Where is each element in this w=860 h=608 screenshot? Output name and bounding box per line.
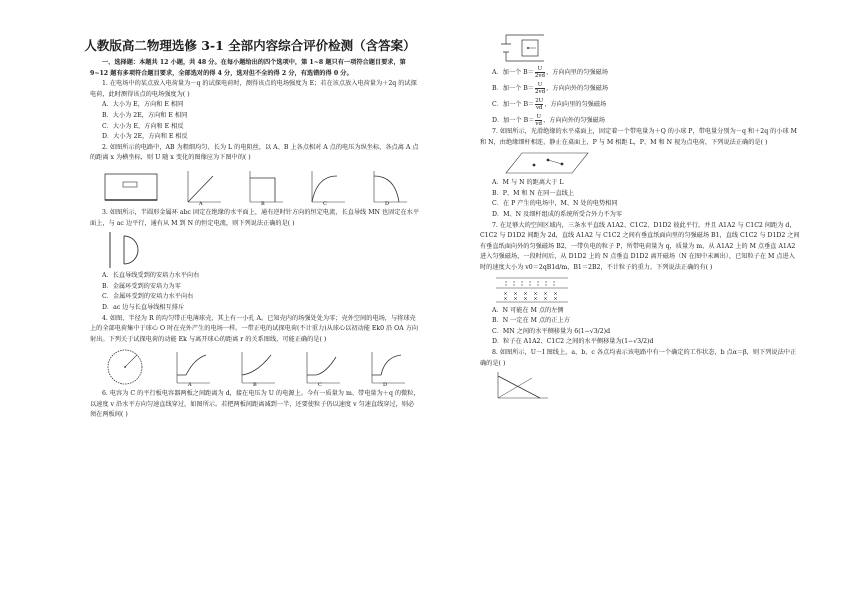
- q4-graph-c-label: C: [318, 382, 322, 388]
- q2-graph-c: [307, 168, 347, 206]
- question-7b-stem: 7. 在足够大的空间区域内，三条水平直线 A1A2、C1C2、D1D2 彼此平行，并且 A1A2 与 C1C2 间距为 d，C1C2 与 D1D2 间距为 2d，直线 A1A2 与 C1C2 之间有垂直纸面向里的匀强磁场 B1，直线 C1C2 与 D1D2 之间有垂直纸面向外的匀强磁场 B2，一带负电的粒子 P，所带电荷量为 q，质量为 m，从 A1A2 上的 M 点垂直 A1A2 进入匀强磁场，一段时间后，从 D1D2 上的 N 点垂直 D1D2 离开磁场（N 在图中未画出），已知粒子在 M 点进入时的速度大小为 v0＝2qB1d/m，B1＝2B2，不计粒子的重力，下列说法正确的有( ): [480, 221, 800, 271]
- question-8-stem: 8. 如图所示，U－I 图线上，a、b、c 各点均表示该电路中有一个确定的工作状态，b 点α＝β，则下列说法中正确的是( ): [480, 348, 797, 367]
- q3-figure: [102, 230, 420, 270]
- q7b-figure: [492, 275, 800, 305]
- q1-option-b: B．大小为 2E，方向和 E 相同: [102, 111, 188, 119]
- q7a-option-c: C．在 P 产生的电场中，M、N 处的电势相同: [492, 200, 618, 208]
- q4-graph-c: [302, 349, 342, 387]
- right-column: [480, 30, 800, 401]
- q4-graph-d-label: D: [383, 382, 388, 388]
- q2-graph-d: [369, 168, 409, 206]
- q7a-option-d: D．M、N 及细杆组成的系统所受合外力不为零: [492, 210, 623, 218]
- q6-option-d-prefix: D．加一个 B＝: [492, 117, 535, 124]
- q7b-option-a: A．N 可能在 M 点的左侧: [492, 306, 564, 314]
- page-title: 人教版高二物理选修 3-1 全部内容综合评价检测（含答案）: [84, 38, 416, 53]
- q6-option-a-fraction: [535, 66, 545, 79]
- q3-option-b: B．金属环受到的安培力为零: [102, 282, 181, 290]
- q7a-option-b: B．P、M 和 N 在同一直线上: [492, 189, 575, 197]
- q6-option-c-fraction: [535, 98, 543, 111]
- q6-option-b-suffix: ，方向向外的匀强磁场: [546, 85, 609, 92]
- q7b-option-c: C．MN 之间的水平侧移量为 6(1−√3/2)d: [492, 327, 611, 335]
- q6-option-c-suffix: ，方向向里的匀强磁场: [544, 101, 607, 108]
- q7b-option-b: B．N 一定在 M 点的正上方: [492, 317, 570, 325]
- q2-figures: [90, 166, 420, 206]
- q6-option-d-fraction: [535, 114, 542, 127]
- q6-option-a-den: 2vd: [534, 73, 546, 79]
- left-column: [90, 58, 420, 421]
- q7b-option-d: D．粒子在 A1A2、C1C2 之间的水平侧移量为(1−√3/2)d: [492, 338, 654, 346]
- q7a-table-diagram: [492, 149, 592, 177]
- q6-option-b-fraction: [535, 82, 545, 95]
- q1-option-d: D．大小为 2E，方向和 E 相反: [102, 133, 188, 141]
- q4-sphere-diagram: [103, 347, 147, 387]
- q6-option-b-den: 2vd: [535, 89, 546, 95]
- q4-graph-b-label: B: [252, 382, 257, 388]
- q7a-option-a: A．M 与 N 的距离大于 L: [492, 179, 564, 187]
- q2-graph-a-label: A: [199, 200, 203, 206]
- q3-wire-ring-diagram: [102, 230, 142, 270]
- q4-graph-a: [172, 349, 212, 387]
- question-6-stem: 6. 电容为 C 的平行板电容器两板之间距离为 d，接在电压为 U 的电源上。今有一质量为 m、带电量为＋q 的微粒，以速度 v 沿水平方向匀速直线穿过，如图所示。若把两板间距离减到一半，还要使粒子仍以速度 v 匀速直线穿过，则必须在两板间( ): [90, 390, 420, 419]
- question-4-stem: 4. 如图，半径为 R 的均匀带正电薄球壳，其上有一小孔 A。已知壳内的场强处处为零；壳外空间的电场，与将球壳上的全部电荷集中于球心 O 时在壳外产生的电场一样。一带正电的试探电荷(不计重力)从球心以初动能 Ek0 沿 OA 方向射出。下列关于试探电荷的动能 Ek 与离开球心的距离 r 的关系图线，可能正确的是( ): [90, 314, 419, 343]
- q2-graph-d-label: D: [385, 200, 390, 206]
- q7b-field-diagram: [492, 275, 572, 305]
- q8-ui-graph: [492, 370, 552, 400]
- q6-option-b-prefix: B．加一个 B＝: [492, 85, 534, 92]
- q6-option-a-prefix: A．加一个 B＝: [492, 69, 534, 76]
- q1-option-a: A．大小为 E，方向和 E 相同: [102, 101, 184, 109]
- q3-option-a: A．长直导线受到的安培力水平向右: [102, 272, 200, 280]
- q3-option-c: C．金属环受到的安培力水平向右: [102, 293, 194, 301]
- q8-figure: [492, 370, 800, 400]
- q6-option-d: [480, 114, 800, 127]
- q6-option-b-num: U: [535, 82, 545, 89]
- q2-circuit-diagram: [101, 168, 161, 206]
- question-3-stem: 3. 如图所示，半圆形金属环 abc 固定在绝缘的水平面上，通有逆时针方向的恒定电流，长直导线 MN 也固定在水平面上，与 ac 边平行，通有从 M 到 N 的恒定电流，则下列说法正确的是( ): [90, 208, 420, 227]
- q6-option-c-num: 2U: [535, 98, 544, 104]
- question-1-stem: 1. 在电场中的某点放入电荷量为－q 的试探电荷时，测得该点的电场强度为 E；若在该点放入电荷量为＋2q 的试探电荷，此时测得该点的电场强度为( ): [90, 80, 417, 98]
- q6-option-a: [480, 66, 800, 79]
- q2-graph-b-label: B: [261, 200, 265, 206]
- q6-capacitor-diagram: [492, 31, 552, 65]
- q6-option-d-suffix: ，方向向外的匀强磁场: [543, 117, 605, 124]
- q2-graph-a: [183, 168, 223, 206]
- q6-figure: [492, 31, 800, 65]
- q6-option-a-num: U: [535, 66, 545, 73]
- q6-option-c-prefix: C．加一个 B＝: [492, 101, 535, 108]
- q6-option-c-den: vd: [535, 105, 543, 111]
- q6-option-b: [480, 82, 800, 95]
- q6-option-d-den: vd: [535, 121, 543, 127]
- q4-graph-b: [237, 349, 277, 387]
- q4-figures: [90, 347, 420, 387]
- q6-option-a-suffix: ，方向向里的匀强磁场: [546, 69, 608, 76]
- q4-graph-d: [367, 349, 407, 387]
- q6-option-c: [480, 98, 800, 111]
- q7a-figure: [492, 149, 800, 177]
- q2-graph-c-label: C: [323, 200, 327, 206]
- question-7a-stem: 7. 如图所示，光滑绝缘的水平桌面上，固定着一个带电量为＋Q 的小球 P，带电量分别为－q 和＋2q 的小球 M 和 N，由绝缘细杆相连，静止在桌面上，P 与 M 相距 L，P、M 和 N 视为点电荷，下列说法正确的是( ): [480, 128, 798, 146]
- q6-option-d-num: U: [536, 114, 542, 120]
- section-header: 一、选择题：本题共 12 小题，共 48 分。在每小题给出的四个选项中，第 1~8 题只有一项符合题目要求，第 9~12 题有多项符合题目要求，全部选对的得 4 分，选对但不全的得 2 分，有选错的得 0 分。: [90, 59, 406, 77]
- q3-option-d: D．ac 边与长直导线相互排斥: [102, 303, 185, 311]
- q2-graph-b: [245, 168, 285, 206]
- q1-option-c: C．大小为 E，方向和 E 相反: [102, 122, 184, 130]
- question-2-stem: 2. 如图所示的电路中，AB 为粗细均匀、长为 L 的电阻丝，以 A、B 上各点相对 A 点的电压为纵坐标，各点离 A 点的距离 x 为横坐标，则 U 随 x 变化的图像应为下图中的( ): [90, 143, 419, 162]
- q4-graph-a-label: A: [187, 382, 192, 388]
